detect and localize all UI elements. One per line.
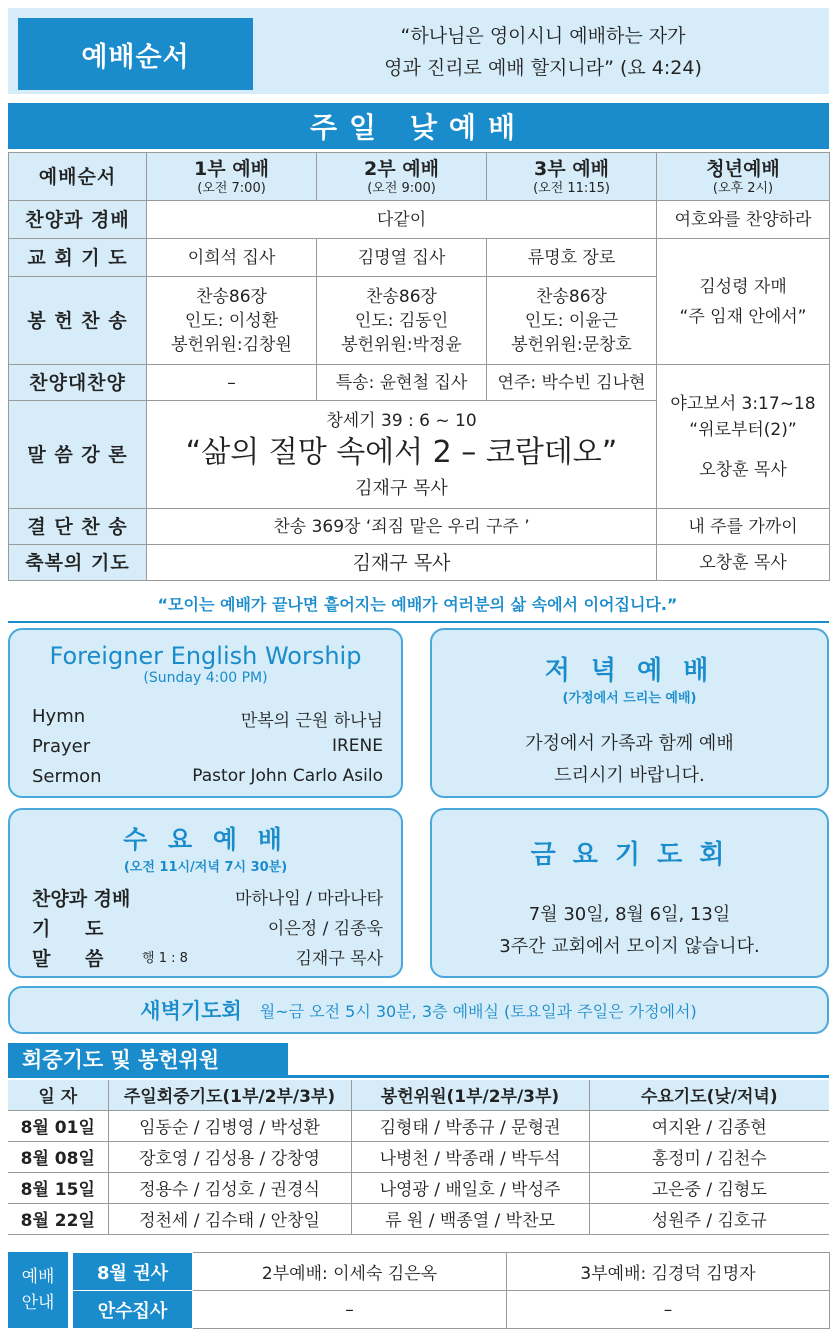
wednesday-title: 수 요 예 배 bbox=[123, 825, 288, 854]
prayer-schedule-table bbox=[8, 1080, 829, 1235]
wednesday-row-praise: 찬양과 경배 마하나임 / 마라나타 bbox=[32, 888, 383, 910]
quote-line-2: 영과 진리로 예배 할지니라” (요 4:24) bbox=[384, 57, 702, 79]
friday-text: 7월 30일, 8월 6일, 13일 3주간 교회에서 모이지 않습니다. bbox=[499, 904, 760, 957]
offering-youth: 김성령 자매 “주 임재 안에서” bbox=[657, 239, 830, 365]
evening-text: 가정에서 가족과 함께 예배 드리시기 바랍니다. bbox=[525, 733, 734, 786]
sermon-preacher: 김재구 목사 bbox=[355, 477, 448, 499]
col-youth-service: 청년예배 (오후 2시) bbox=[657, 153, 830, 201]
prayer-1: 이희석 집사 bbox=[147, 239, 317, 277]
offering-2: 찬송86장 인도: 김동인 봉헌위원:박정윤 bbox=[317, 277, 487, 365]
english-worship-box bbox=[8, 628, 403, 798]
wednesday-row-word: 말 씀 행 1 : 8 김재구 목사 bbox=[32, 948, 383, 970]
evening-sub: (가정에서 드리는 예배) bbox=[562, 691, 697, 706]
wednesday-row-prayer: 기 도 이은정 / 김종욱 bbox=[32, 918, 383, 940]
header-quote bbox=[263, 20, 823, 84]
table-row: 8월 01일 임동순 / 김병영 / 박성환 김형태 / 박종규 / 문형권 여지완 / 김종현 bbox=[8, 1110, 829, 1141]
info-row-deaconess: 8월 권사 2부예배: 이세숙 김은옥 3부예배: 김경덕 김명자 bbox=[73, 1253, 830, 1291]
english-time: (Sunday 4:00 PM) bbox=[143, 670, 268, 686]
choir-2: 특송: 윤현철 집사 bbox=[317, 365, 487, 401]
header-sunday-prayer: 주일회중기도(1부/2부/3부) bbox=[108, 1080, 351, 1110]
blessing-youth: 오창훈 목사 bbox=[657, 545, 830, 581]
english-title: Foreigner English Worship bbox=[49, 642, 362, 670]
prayer-table-title: 회중기도 및 봉헌위원 bbox=[8, 1043, 288, 1075]
header-date: 일 자 bbox=[8, 1080, 108, 1110]
header-wednesday-prayer: 수요기도(낮/저녁) bbox=[589, 1080, 829, 1110]
prayer-2: 김명열 집사 bbox=[317, 239, 487, 277]
quote-line-1: “하나님은 영이시니 예배하는 자가 bbox=[400, 25, 686, 47]
info-row-deacon: 안수집사 – – bbox=[73, 1291, 830, 1329]
table-row: 8월 15일 정용수 / 김성호 / 권경식 나영광 / 배일호 / 박성주 고은중 / 김형도 bbox=[8, 1172, 829, 1203]
header-offering: 봉헌위원(1부/2부/3부) bbox=[351, 1080, 589, 1110]
hymn-main: 찬송 369장 ‘죄짐 맡은 우리 구주 ’ bbox=[147, 509, 657, 545]
table-row: 8월 22일 정천세 / 김수태 / 안창일 류 원 / 백종열 / 박찬모 성원주 / 김호규 bbox=[8, 1203, 829, 1234]
sunday-service-table bbox=[8, 152, 830, 581]
dawn-title: 새벽기도회 bbox=[140, 999, 242, 1023]
hymn-youth: 내 주를 가까이 bbox=[657, 509, 830, 545]
english-row-hymn: Hymn 만복의 근원 하나님 bbox=[32, 706, 383, 731]
dawn-prayer-box bbox=[8, 986, 829, 1034]
header bbox=[8, 8, 829, 94]
column-label: 예배순서 bbox=[9, 153, 147, 201]
row-label: 교 회 기 도 bbox=[9, 239, 147, 277]
info-label: 예배 안내 bbox=[8, 1252, 68, 1328]
english-row-prayer: Prayer IRENE bbox=[32, 736, 383, 757]
row-label: 찬양과 경배 bbox=[9, 201, 147, 239]
friday-title: 금 요 기 도 회 bbox=[530, 840, 729, 870]
english-row-sermon: Sermon Pastor John Carlo Asilo bbox=[32, 766, 383, 787]
sunday-service-band: 주일 낮예배 bbox=[8, 103, 829, 149]
row-label: 결 단 찬 송 bbox=[9, 509, 147, 545]
prayer-3: 류명호 장로 bbox=[487, 239, 657, 277]
col-service-1: 1부 예배 (오전 7:00) bbox=[147, 153, 317, 201]
row-hymn bbox=[9, 509, 830, 545]
wednesday-worship-box bbox=[8, 808, 403, 978]
offering-1: 찬송86장 인도: 이성환 봉헌위원:김창원 bbox=[147, 277, 317, 365]
sermon-ref: 창세기 39 : 6 ~ 10 bbox=[326, 410, 477, 431]
friday-prayer-box bbox=[430, 808, 829, 978]
choir-3: 연주: 박수빈 김나현 bbox=[487, 365, 657, 401]
evening-worship-box bbox=[430, 628, 829, 798]
col-service-3: 3부 예배 (오전 11:15) bbox=[487, 153, 657, 201]
sermon-title: “삶의 절망 속에서 2 – 코람데오” bbox=[185, 434, 618, 470]
row-praise bbox=[9, 201, 830, 239]
divider bbox=[8, 621, 829, 623]
sermon-youth: 야고보서 3:17~18 “위로부터(2)” 오창훈 목사 bbox=[657, 365, 830, 509]
row-label: 찬양대찬양 bbox=[9, 365, 147, 401]
table-header-row bbox=[9, 153, 830, 201]
offering-3: 찬송86장 인도: 이윤근 봉헌위원:문창호 bbox=[487, 277, 657, 365]
row-label: 봉 헌 찬 송 bbox=[9, 277, 147, 365]
divider bbox=[8, 1075, 829, 1078]
row-prayer bbox=[9, 239, 830, 277]
col-service-2: 2부 예배 (오전 9:00) bbox=[317, 153, 487, 201]
praise-youth: 여호와를 찬양하라 bbox=[657, 201, 830, 239]
evening-title: 저 녁 예 배 bbox=[544, 656, 715, 686]
wednesday-sub: (오전 11시/저녁 7시 30분) bbox=[123, 860, 288, 875]
blessing-main: 김재구 목사 bbox=[147, 545, 657, 581]
sermon-main bbox=[147, 401, 657, 509]
row-choir bbox=[9, 365, 830, 401]
table-header-row bbox=[8, 1080, 829, 1110]
page-title: 예배순서 bbox=[18, 18, 253, 90]
row-label: 축복의 기도 bbox=[9, 545, 147, 581]
dawn-text: 월~금 오전 5시 30분, 3층 예배실 (토요일과 주일은 가정에서) bbox=[259, 1001, 697, 1021]
row-label: 말 씀 강 론 bbox=[9, 401, 147, 509]
praise-main: 다같이 bbox=[147, 201, 657, 239]
row-blessing bbox=[9, 545, 830, 581]
info-table bbox=[72, 1252, 830, 1329]
choir-1: – bbox=[147, 365, 317, 401]
worship-note: “모이는 예배가 끝나면 흩어지는 예배가 여러분의 삶 속에서 이어집니다.” bbox=[157, 595, 678, 614]
table-row: 8월 08일 장호영 / 김성용 / 강창영 나병천 / 박종래 / 박두석 홍정미 / 김천수 bbox=[8, 1141, 829, 1172]
